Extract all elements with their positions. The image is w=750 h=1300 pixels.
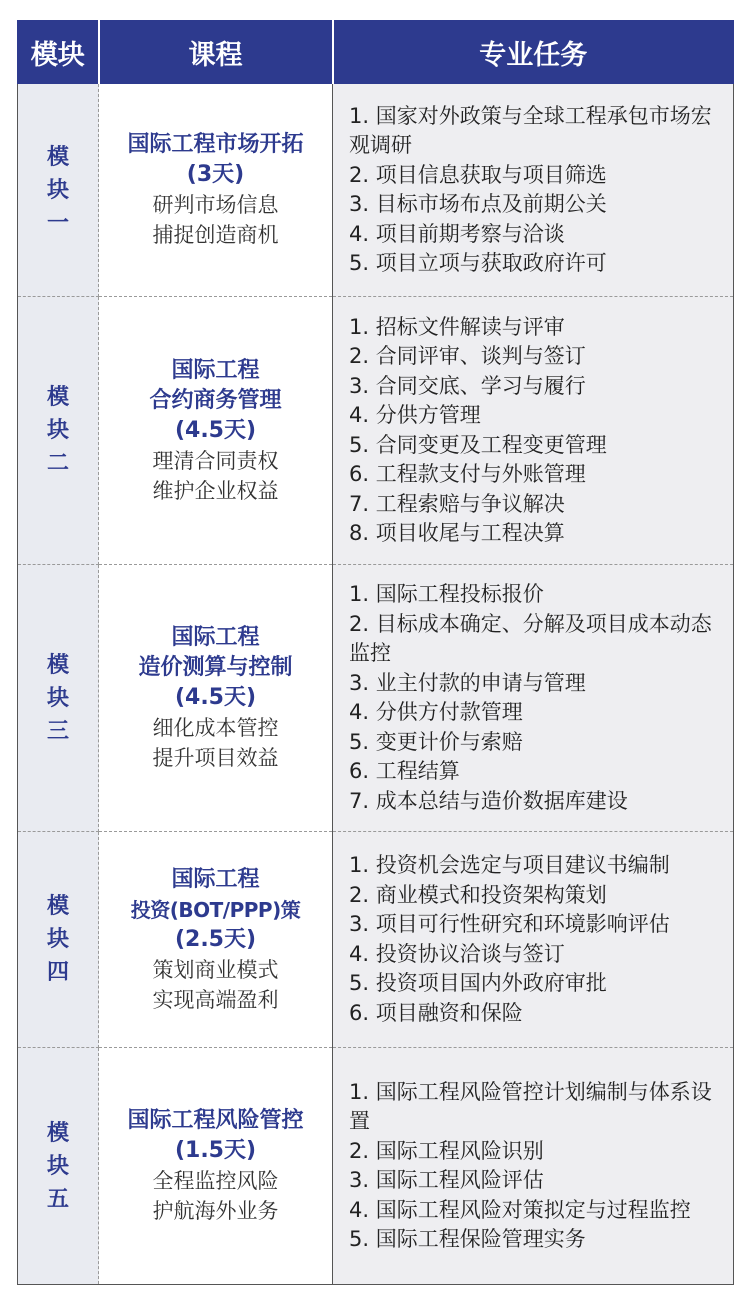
module-row-5 (18, 1048, 734, 1285)
module-label: 模 块 四 (18, 832, 99, 1048)
task-item: 2. 目标成本确定、分解及项目成本动态监控 (349, 611, 712, 665)
course-duration: (3天) (186, 162, 245, 187)
course-title: 合约商务管理 (149, 387, 282, 413)
task-item: 8. 项目收尾与工程决算 (349, 521, 565, 545)
task-item: 3. 合同交底、学习与履行 (349, 373, 586, 398)
tasks-cell (333, 1048, 734, 1285)
task-item: 3. 项目可行性研究和环境影响评估 (349, 912, 670, 936)
header-module: 模块 (18, 21, 99, 84)
task-item: 4. 分供方付款管理 (349, 700, 523, 724)
course-subtitle: 提升项目效益 (152, 746, 279, 770)
task-item: 2. 项目信息获取与项目筛选 (349, 162, 607, 187)
course-cell (99, 297, 333, 565)
task-item: 6. 工程款支付与外账管理 (349, 462, 586, 486)
module-label: 模 块 二 (18, 297, 99, 565)
task-item: 2. 国际工程风险识别 (349, 1138, 544, 1163)
course-cell (99, 1048, 333, 1285)
task-item: 1. 国际工程风险管控计划编制与体系设置 (349, 1079, 712, 1133)
course-cell (99, 84, 333, 297)
tasks-cell (333, 297, 734, 565)
task-item: 5. 国际工程保险管理实务 (349, 1227, 586, 1251)
task-item: 7. 成本总结与造价数据库建设 (349, 788, 628, 813)
task-item: 3. 国际工程风险评估 (349, 1168, 544, 1192)
course-title: 国际工程 (171, 357, 260, 383)
course-subtitle: 研判市场信息 (152, 193, 279, 217)
course-subtitle: 护航海外业务 (152, 1199, 279, 1223)
course-title: 国际工程 (171, 625, 260, 650)
course-subtitle: 理清合同责权 (152, 448, 279, 473)
task-item: 3. 目标市场布点及前期公关 (349, 192, 607, 216)
course-duration: (1.5天) (174, 1138, 257, 1163)
course-table (17, 20, 734, 1285)
task-item: 1. 招标文件解读与评审 (349, 314, 565, 339)
course-table-container (17, 20, 733, 1285)
module-label: 模 块 五 (18, 1048, 99, 1285)
course-duration: (4.5天) (174, 417, 257, 443)
module-row-2 (18, 297, 734, 565)
task-item: 4. 项目前期考察与洽谈 (349, 221, 565, 246)
tasks-cell (333, 832, 734, 1048)
course-subtitle: 细化成本管控 (152, 716, 279, 740)
course-cell (99, 565, 333, 832)
course-subtitle: 策划商业模式 (152, 957, 279, 982)
header-course: 课程 (99, 21, 333, 84)
module-label: 模 块 三 (18, 565, 99, 832)
module-row-1 (18, 84, 734, 297)
module-row-3 (18, 565, 734, 832)
course-title: 国际工程市场开拓 (127, 132, 304, 157)
task-item: 5. 合同变更及工程变更管理 (349, 432, 607, 457)
task-item: 2. 商业模式和投资架构策划 (349, 882, 607, 907)
tasks-cell (333, 565, 734, 832)
task-item: 2. 合同评审、谈判与签订 (349, 344, 586, 368)
task-item: 6. 工程结算 (349, 759, 460, 783)
course-subtitle: 实现高端盈利 (152, 987, 279, 1012)
course-subtitle: 维护企业权益 (152, 478, 279, 503)
task-item: 6. 项目融资和保险 (349, 1000, 523, 1025)
course-title: 国际工程风险管控 (127, 1108, 304, 1133)
course-title: 投资(BOT/PPP)策 (130, 897, 301, 922)
course-title: 国际工程 (171, 866, 260, 892)
task-item: 4. 国际工程风险对策拟定与过程监控 (349, 1197, 691, 1222)
course-subtitle: 全程监控风险 (152, 1169, 279, 1193)
header-tasks: 专业任务 (333, 21, 734, 84)
module-row-4 (18, 832, 734, 1048)
course-duration: (2.5天) (174, 926, 257, 952)
course-subtitle: 捕捉创造商机 (152, 223, 279, 247)
tasks-cell (333, 84, 734, 297)
task-item: 3. 业主付款的申请与管理 (349, 670, 586, 695)
task-item: 4. 分供方管理 (349, 403, 481, 427)
task-item: 1. 国家对外政策与全球工程承包市场宏观调研 (349, 103, 712, 157)
header-row (18, 21, 734, 84)
task-item: 5. 投资项目国内外政府审批 (349, 971, 607, 995)
task-item: 5. 项目立项与获取政府许可 (349, 251, 607, 275)
task-item: 4. 投资协议洽谈与签订 (349, 941, 565, 966)
task-item: 5. 变更计价与索赔 (349, 729, 523, 754)
task-item: 1. 投资机会选定与项目建议书编制 (349, 853, 670, 877)
course-cell (99, 832, 333, 1048)
course-duration: (4.5天) (174, 685, 257, 710)
task-item: 7. 工程索赔与争议解决 (349, 491, 565, 516)
task-item: 1. 国际工程投标报价 (349, 582, 544, 606)
course-title: 造价测算与控制 (138, 655, 293, 680)
module-label: 模 块 一 (18, 84, 99, 297)
